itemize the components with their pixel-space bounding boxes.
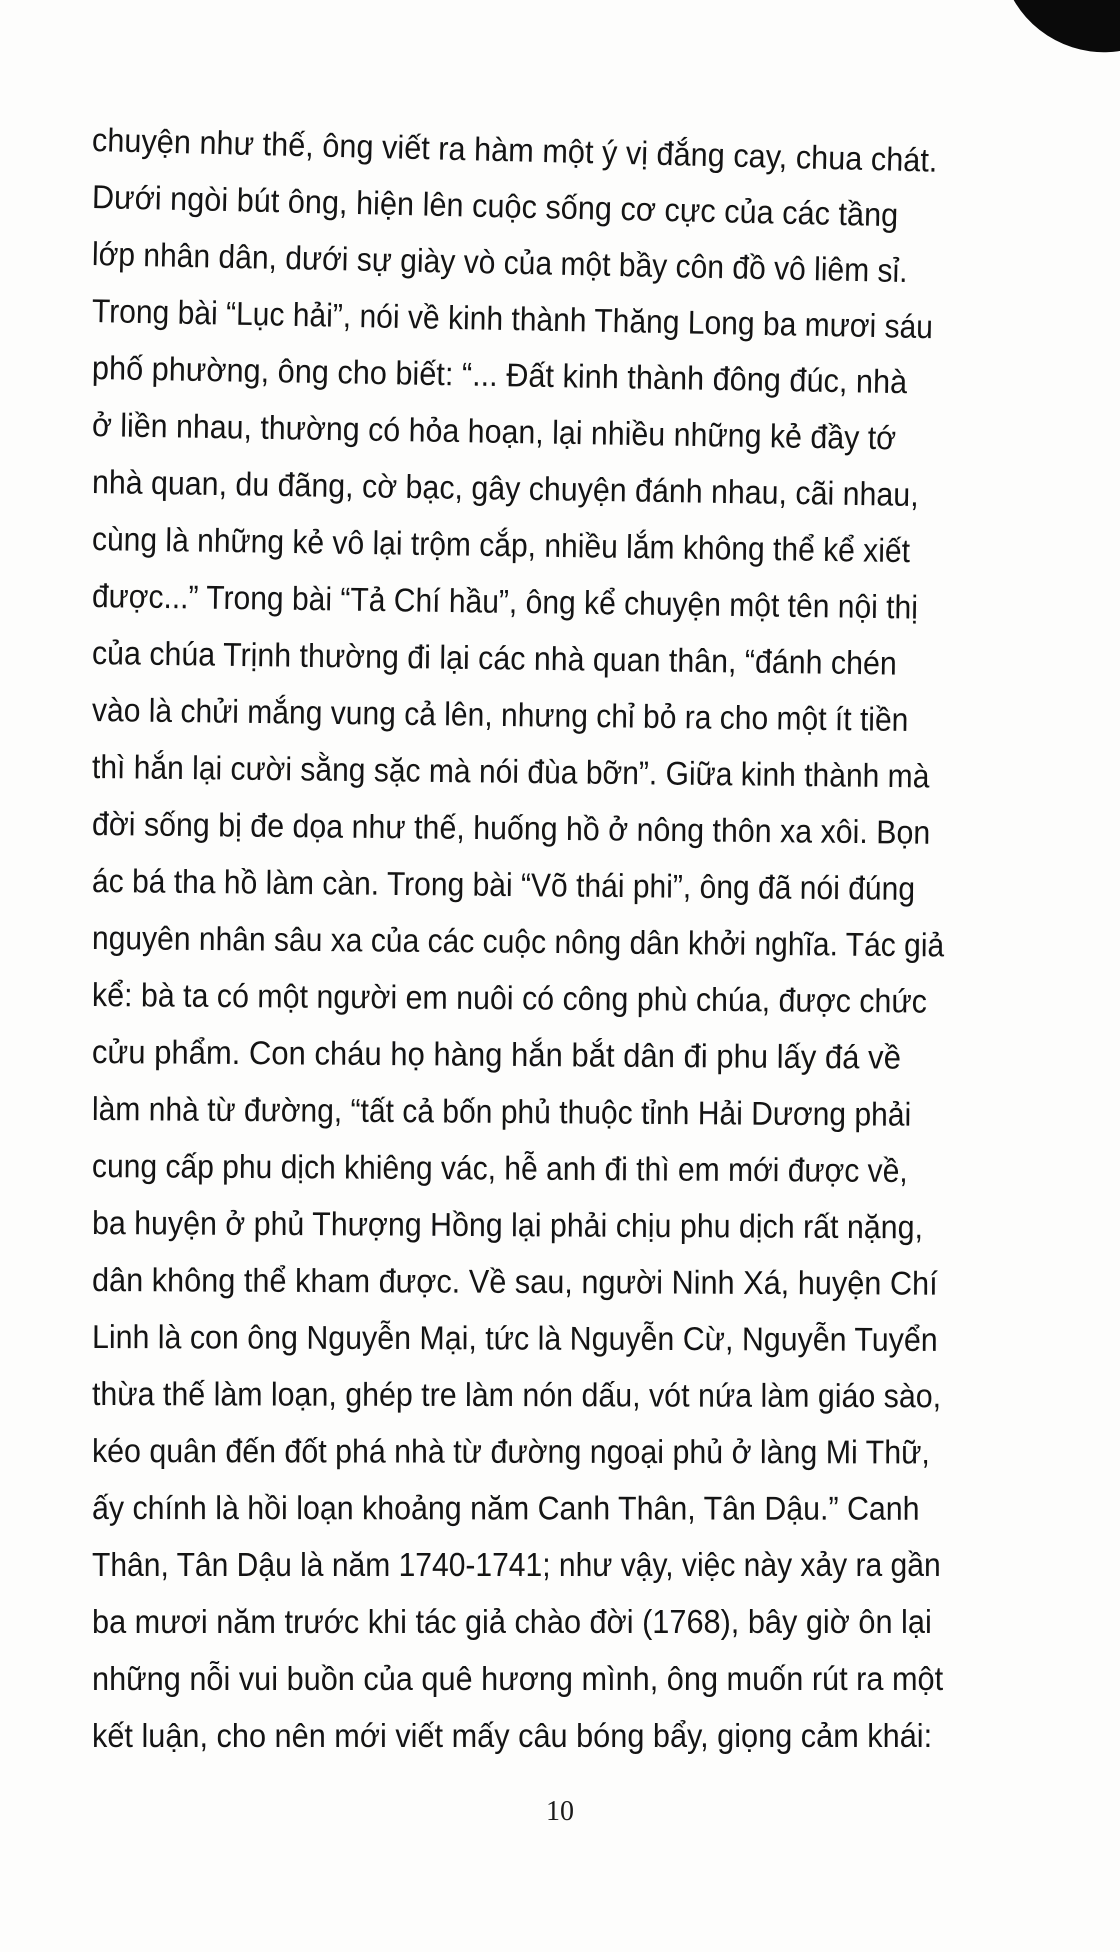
text-line: dân không thể kham được. Về sau, người Ninh Xá, huyện Chí — [91, 1261, 938, 1302]
text-line: kéo quân đến đốt phá nhà từ đường ngoại phủ ở làng Mi Thữ, — [91, 1432, 930, 1471]
text-line: nhà quan, du đãng, cờ bạc, gây chuyện đánh nhau, cãi nhau, — [91, 463, 919, 513]
text-line: ác bá tha hồ làm càn. Trong bài “Võ thái phi”, ông đã nói đúng — [91, 862, 916, 907]
text-line: chuyện như thế, ông viết ra hàm một ý vị đắng cay, chua chát. — [91, 121, 938, 179]
text-line: phố phường, ông cho biết: “... Đất kinh thành đông đúc, nhà — [91, 349, 908, 401]
text-line: lớp nhân dân, dưới sự giày vò của một bầy côn đồ vô liêm sỉ. — [91, 235, 908, 290]
text-line: được...” Trong bài “Tả Chí hầu”, ông kể chuyện một tên nội thị — [91, 577, 919, 626]
text-line: ấy chính là hồi loạn khoảng năm Canh Thân, Tân Dậu.” Canh — [91, 1489, 920, 1527]
text-line: thừa thế làm loạn, ghép tre làm nón dấu, vót nứa làm giáo sào, — [91, 1375, 942, 1415]
text-line: của chúa Trịnh thường đi lại các nhà quan thân, “đánh chén — [91, 634, 898, 682]
page-corner-shadow — [971, 0, 1120, 85]
text-line: cung cấp phu dịch khiêng vác, hễ anh đi thì em mới được về, — [91, 1147, 908, 1189]
text-line: kể: bà ta có một người em nuôi có công phù chúa, được chức — [91, 976, 928, 1020]
text-line: cửu phẩm. Con cháu họ hàng hắn bắt dân đi phu lấy đá về — [91, 1033, 902, 1076]
text-line: nguyên nhân sâu xa của các cuộc nông dân khởi nghĩa. Tác giả — [91, 919, 945, 964]
text-line: đời sống bị đe dọa như thế, huống hồ ở nông thôn xa xôi. Bọn — [91, 805, 931, 851]
text-line: Dưới ngòi bút ông, hiện lên cuộc sống cơ cực của các tầng — [91, 178, 899, 234]
text-line: ba huyện ở phủ Thượng Hồng lại phải chịu phu dịch rất nặng, — [91, 1204, 924, 1246]
text-line: vào là chửi mắng vung cả lên, nhưng chỉ bỏ ra cho một ít tiền — [91, 691, 909, 738]
page-number: 10 — [546, 1796, 574, 1827]
text-line: Trong bài “Lục hải”, nói về kinh thành Thăng Long ba mươi sáu — [91, 292, 934, 346]
text-line: Thân, Tân Dậu là năm 1740-1741; như vậy, việc này xảy ra gần — [92, 1546, 941, 1583]
text-line: thì hắn lại cười sằng sặc mà nói đùa bỡn”. Giữa kinh thành mà — [91, 748, 930, 795]
text-line: ba mươi năm trước khi tác giả chào đời (1768), bây giờ ôn lại — [92, 1603, 932, 1640]
text-line: cùng là những kẻ vô lại trộm cắp, nhiều lắm không thể kể xiết — [91, 520, 911, 570]
text-line: làm nhà từ đường, “tất cả bốn phủ thuộc tỉnh Hải Dương phải — [91, 1090, 912, 1133]
text-line: ở liền nhau, thường có hỏa hoạn, lại nhiều những kẻ đầy tớ — [91, 406, 897, 457]
text-line: kết luận, cho nên mới viết mấy câu bóng bẩy, giọng cảm khái: — [92, 1717, 933, 1754]
text-line: Linh là con ông Nguyễn Mại, tức là Nguyễn Cừ, Nguyễn Tuyển — [91, 1318, 938, 1358]
body-text — [92, 112, 1032, 1772]
text-line: những nỗi vui buồn của quê hương mình, ông muốn rút ra một — [92, 1660, 944, 1697]
